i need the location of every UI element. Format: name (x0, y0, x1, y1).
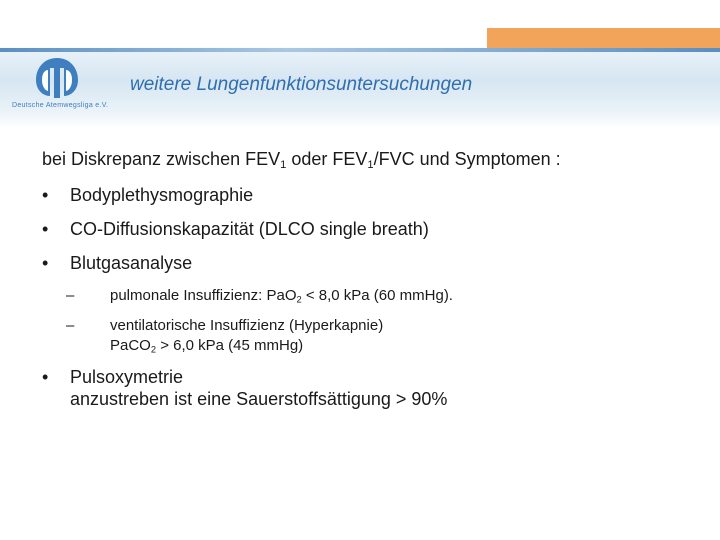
bullet-item (42, 218, 702, 240)
sub-item-line1: ventilatorische Insuffizienz (Hyperkapnie) (110, 317, 384, 334)
dash-icon: – (66, 287, 75, 304)
header-band (0, 48, 720, 52)
dash-icon: – (66, 317, 75, 334)
orange-accent-bar (487, 28, 720, 50)
logo-caption: Deutsche Atemwegsliga e.V. (12, 102, 109, 109)
bullet-text-continuation: anzustreben ist eine Sauerstoffsättigung > 90% (70, 389, 448, 409)
sub-list (66, 286, 702, 356)
bullet-text: Bodyplethysmographie (70, 185, 254, 205)
bullet-icon: • (42, 219, 49, 239)
bullet-item (42, 184, 702, 206)
bullet-item (42, 252, 702, 274)
slide-content (42, 148, 702, 422)
slide-header (0, 0, 720, 128)
bullet-icon: • (42, 367, 49, 387)
sub-item (66, 316, 702, 356)
atemwegsliga-logo-icon (30, 54, 84, 100)
intro-line: bei Diskrepanz zwischen $FEV_1$ oder $FEV_1$/FVC und Symptomen : (42, 149, 561, 171)
bullet-icon: • (42, 185, 49, 205)
bullet-text: CO-Diffusionskapazität (DLCO single breath) (70, 219, 429, 239)
sub-item-line2: PaCO$_2$ > 6,0 kPa (45 mmHg) (110, 337, 304, 355)
bullet-text: Pulsoxymetrie (70, 367, 184, 387)
bullet-item (42, 366, 702, 410)
slide-title: weitere Lungenfunktionsuntersuchungen (130, 74, 473, 95)
bullet-icon: • (42, 253, 49, 273)
sub-item: – pulmonale Insuffizienz: PaO$_2$ < 8,0 kPa (60 mmHg). (66, 287, 453, 305)
bullet-text: Blutgasanalyse (70, 253, 193, 273)
